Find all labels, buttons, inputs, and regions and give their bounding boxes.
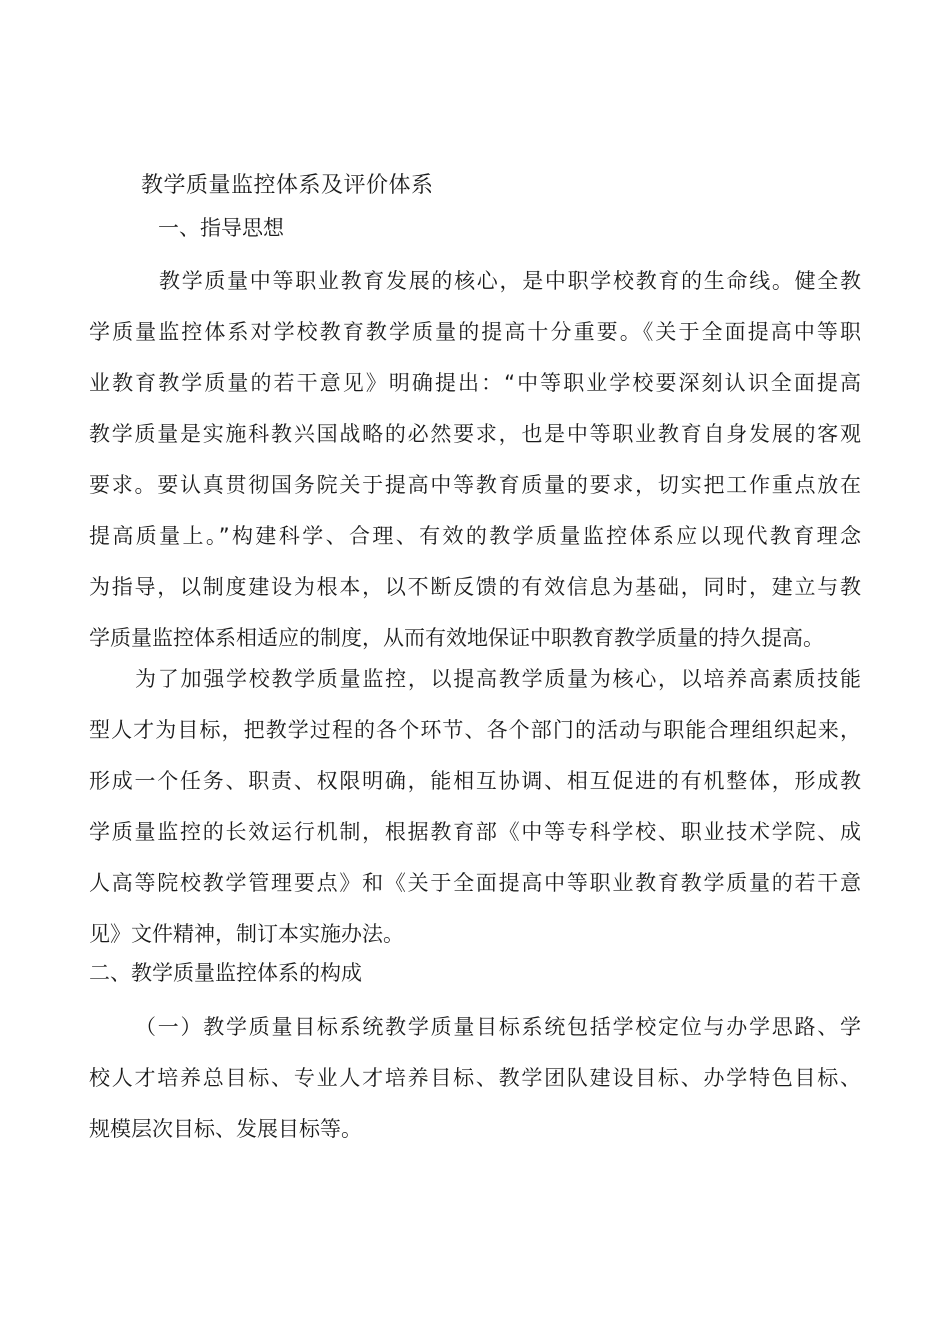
paragraph-line: 学质量监控体系对学校教育教学质量的提高十分重要。《关于全面提高中等职 (89, 320, 861, 344)
paragraph-line: 人高等院校教学管理要点》和《关于全面提高中等职业教育教学质量的若干意 (89, 871, 861, 895)
paragraph-line: 形成一个任务、职责、权限明确，能相互协调、相互促进的有机整体，形成教 (89, 769, 861, 793)
paragraph-line: 教学质量是实施科教兴国战略的必然要求，也是中等职业教育自身发展的客观 (89, 422, 861, 446)
section-heading-guiding-ideology: 一、指导思想 (158, 216, 284, 240)
paragraph-line: 提高质量上。”构建科学、合理、有效的教学质量监控体系应以现代教育理念 (89, 524, 861, 548)
paragraph-purpose (89, 654, 861, 960)
paragraph-line: 教学质量中等职业教育发展的核心，是中职学校教育的生命线。健全教 (159, 269, 861, 293)
paragraph-line: 业教育教学质量的若干意见》明确提出：“中等职业学校要深刻认识全面提高 (89, 371, 861, 395)
document-title: 教学质量监控体系及评价体系 (141, 173, 434, 198)
paragraph-line: 学质量监控的长效运行机制，根据教育部《中等专科学校、职业技术学院、成 (89, 820, 861, 844)
section-heading-monitoring-system: 二、教学质量监控体系的构成 (89, 961, 362, 985)
paragraph-line: 规模层次目标、发展目标等。 (89, 1117, 362, 1141)
paragraph-line: 为指导，以制度建设为根本，以不断反馈的有效信息为基础，同时，建立与教 (89, 575, 861, 599)
paragraph-quality-target-system (89, 1002, 861, 1155)
paragraph-line: 为了加强学校教学质量监控，以提高教学质量为核心，以培养高素质技能 (135, 667, 861, 691)
paragraph-line: 学质量监控体系相适应的制度，从而有效地保证中职教育教学质量的持久提高。 (89, 626, 824, 650)
paragraph-line: 校人才培养总目标、专业人才培养目标、教学团队建设目标、办学特色目标、 (89, 1066, 861, 1090)
paragraph-line: 型人才为目标，把教学过程的各个环节、各个部门的活动与职能合理组织起来， (89, 718, 861, 742)
paragraph-line: （一）教学质量目标系统教学质量目标系统包括学校定位与办学思路、学 (135, 1015, 861, 1039)
paragraph-guiding-ideology (89, 256, 861, 664)
paragraph-line: 要求。要认真贯彻国务院关于提高中等教育质量的要求，切实把工作重点放在 (89, 473, 861, 497)
paragraph-line: 见》文件精神，制订本实施办法。 (89, 922, 404, 946)
